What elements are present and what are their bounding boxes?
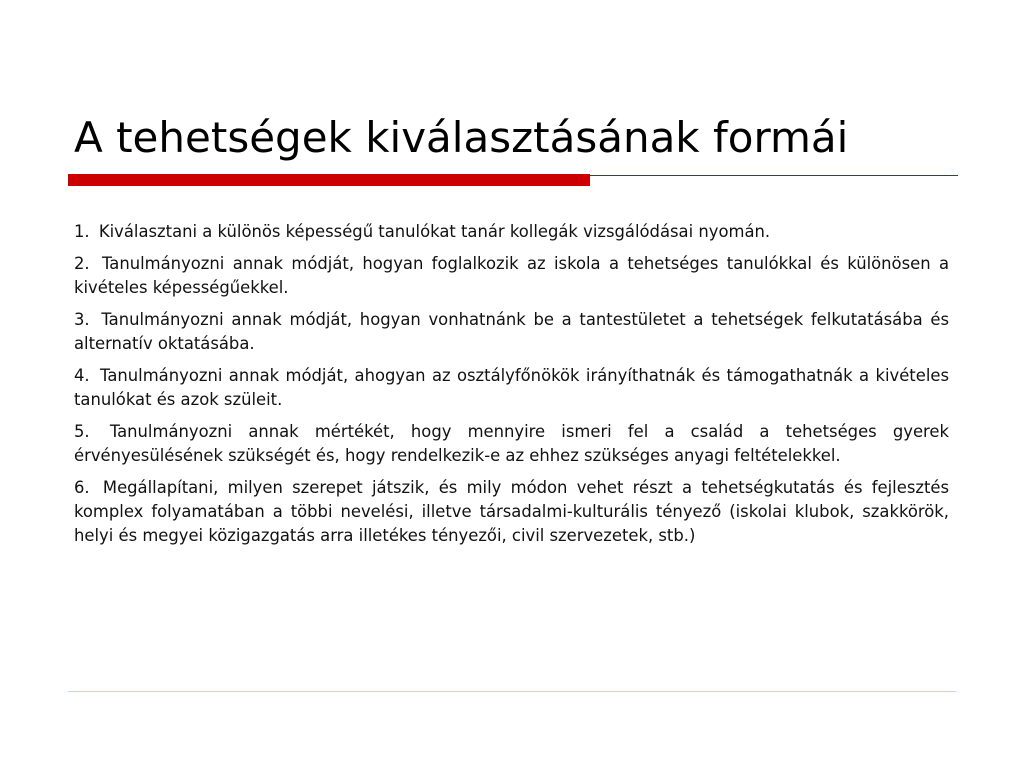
list-item-line: Tanulmányozni annak mértékét, hogy mennyire ismeri fel a család a [109, 422, 770, 441]
list-item [74, 252, 949, 300]
list-item-line: ehhez szükséges anyagi feltételekkel. [529, 446, 841, 465]
numbered-list [74, 220, 949, 556]
list-item-number: 6. [74, 478, 90, 497]
footer-divider [68, 691, 956, 692]
list-item-line: Kiválasztani a különös képességű tanulókat tanár kollegák vizsgálódásai [98, 222, 694, 241]
title-underline-bar [68, 174, 590, 186]
list-item-number: 2. [74, 254, 90, 273]
list-item-number: 3. [74, 310, 90, 329]
list-item-line: tehetségek felkutatásába és alternatív oktatásába. [74, 310, 949, 353]
list-item-line: Megállapítani, milyen szerepet játszik, és mily módon vehet részt a [102, 478, 693, 497]
list-item-line: Tanulmányozni annak módját, ahogyan az osztályfőnökök irányíthatnák és [100, 366, 721, 385]
list-item-line: tanulókkal és különösen a kivételes képességűekkel. [74, 254, 949, 297]
list-item [74, 476, 949, 548]
list-item-number: 1. [74, 222, 90, 241]
list-item-line: társadalmi-kulturális tényező (iskolai klubok, szakkörök, helyi és megyei [74, 502, 949, 545]
list-item-line: közigazgatás arra illetékes tényezői, civil szervezetek, stb.) [208, 526, 696, 545]
list-item-number: 5. [74, 422, 90, 441]
list-item-number: 4. [74, 366, 90, 385]
list-item-line: Tanulmányozni annak módját, hogyan vonhatnánk be a tantestületet a [101, 310, 704, 329]
slide-title: A tehetségek kiválasztásának formái [74, 113, 849, 162]
list-item-line: tehetséges gyerek érvényesülésének szükségét és, hogy rendelkezik-e az [74, 422, 950, 465]
list-item [74, 220, 949, 244]
list-item-line: nyomán. [698, 222, 771, 241]
list-item-line: tehetségkutatás és fejlesztés komplex folyamatában a többi nevelési, illetve [74, 478, 950, 521]
title-underline-rule [590, 175, 958, 176]
list-item [74, 420, 949, 468]
list-item [74, 308, 949, 356]
list-item-line: támogathatnák a kivételes tanulókat és azok szüleit. [74, 366, 950, 409]
list-item [74, 364, 949, 412]
list-item-line: Tanulmányozni annak módját, hogyan foglalkozik az iskola a tehetséges [102, 254, 719, 273]
